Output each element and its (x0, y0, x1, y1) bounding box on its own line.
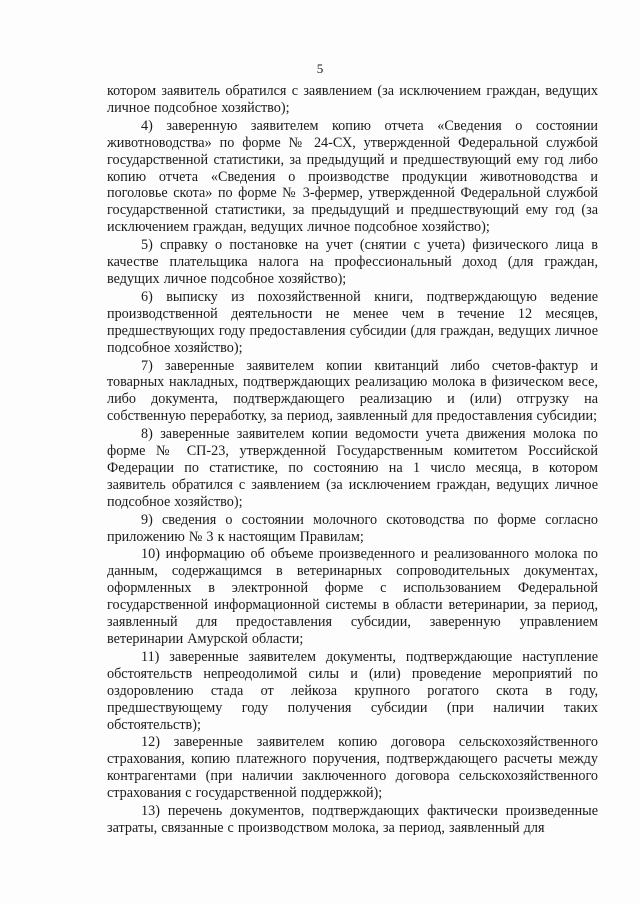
list-item-6: 6) выписку из похозяйственной книги, подтверждающую ведение производственной деятельности не менее чем в течение 12 месяцев, предшествующих году предоставления субсидии (для граждан, ведущих личное подсобное хозяйство); (107, 288, 598, 356)
list-item-9: 9) сведения о состоянии молочного скотоводства по форме согласно приложению № 3 к настоящим Правилам; (107, 511, 598, 545)
list-item-12: 12) заверенные заявителем копию договора сельскохозяйственного страхования, копию платежного поручения, подтверждающего расчеты между контрагентами (при наличии заключенного договора сельскохозяйственного страхования с государственной поддержкой); (107, 734, 598, 802)
document-body (107, 83, 598, 837)
list-item-4: 4) заверенную заявителем копию отчета «Сведения о состоянии животноводства» по форме № 24-СХ, утвержденной Федеральной службой государственной статистики, за предыдущий и предшествующий ему год либо копию отчета «Сведения о производстве продукции животноводства и поголовье скота» по форме № 3-фермер, утвержденной Федеральной службой государственной статистики, за предыдущий и предшествующий ему год (за исключением граждан, ведущих личное подсобное хозяйство); (107, 117, 598, 236)
list-item-8: 8) заверенные заявителем копии ведомости учета движения молока по форме № СП-23, утвержденной Государственным комитетом Российской Федерации по статистике, по состоянию на 1 число месяца, в котором заявитель обратился с заявлением (за исключением граждан, ведущих личное подсобное хозяйство); (107, 426, 598, 510)
list-item-5: 5) справку о постановке на учет (снятии с учета) физического лица в качестве плательщика налога на профессиональный доход (для граждан, ведущих личное подсобное хозяйство); (107, 237, 598, 287)
list-item-10: 10) информацию об объеме произведенного и реализованного молока по данным, содержащимся в ветеринарных сопроводительных документах, оформленных в электронной форме с использованием Федеральной государственной информационной системы в области ветеринарии, за период, заявленный для предоставления субсидии, заверенную управлением ветеринарии Амурской области; (107, 546, 598, 647)
list-item-13: 13) перечень документов, подтверждающих фактически произведенные затраты, связанные с производством молока, за период, заявленный для (107, 803, 598, 836)
list-item-11: 11) заверенные заявителем документы, подтверждающие наступление обстоятельств непреодолимой силы и (или) проведение мероприятий по оздоровлению стада от лейкоза крупного рогатого скота в году, предшествующему году получения субсидии (при наличии таких обстоятельств); (107, 648, 598, 733)
page-number: 5 (316, 61, 324, 76)
paragraph-continuation: котором заявитель обратился с заявлением (за исключением граждан, ведущих личное подсобное хозяйство); (107, 83, 598, 116)
list-item-7: 7) заверенные заявителем копии квитанций либо счетов-фактур и товарных накладных, подтверждающих реализацию молока в физическом весе, либо документа, подтверждающего реализацию и (или) отгрузку на собственную переработку, за период, заявленный для предоставления субсидии; (107, 357, 598, 425)
